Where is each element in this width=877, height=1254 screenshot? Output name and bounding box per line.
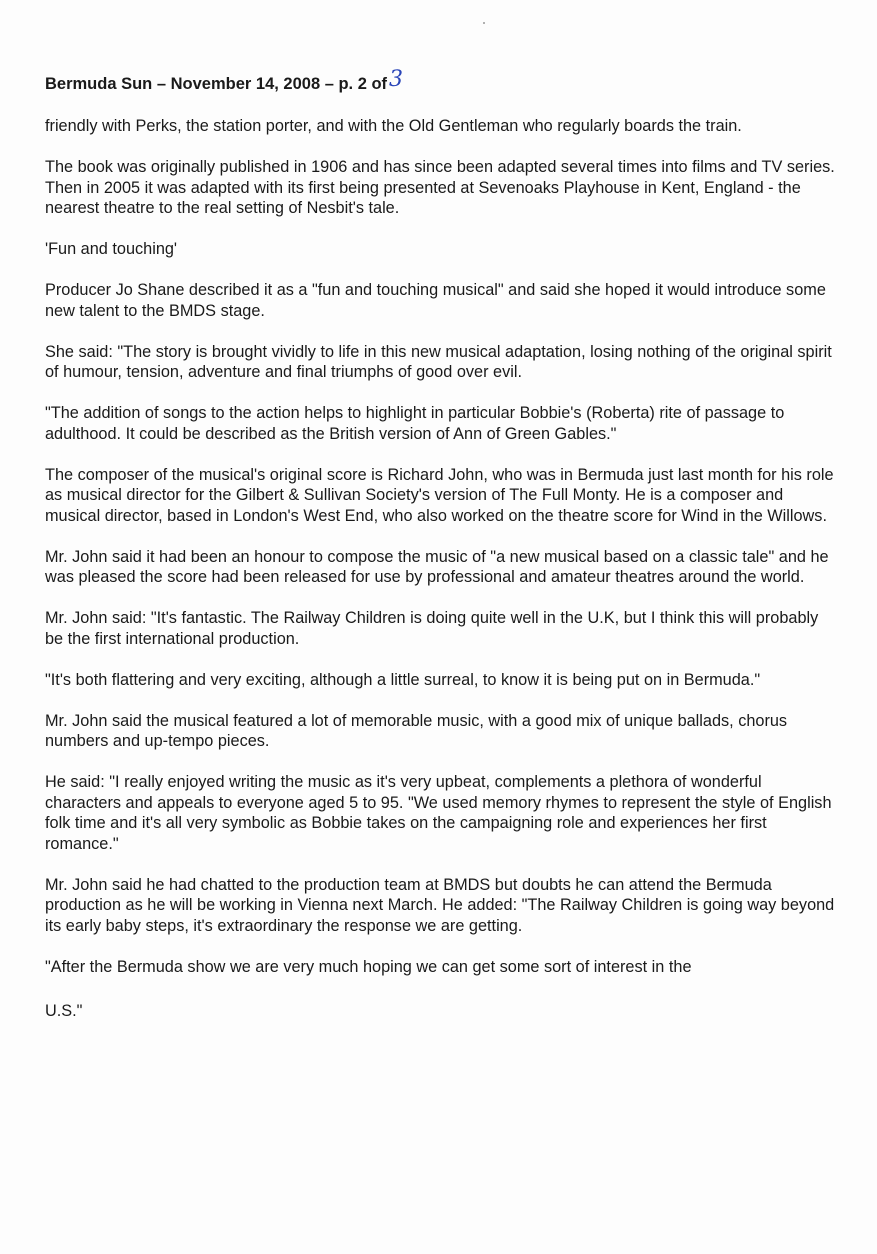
paragraph: "It's both flattering and very exciting, although a little surreal, to know it is being put on in Bermuda." (45, 670, 761, 689)
handwritten-page-total: 3 (389, 67, 404, 92)
paragraph: friendly with Perks, the station porter, and with the Old Gentleman who regularly boards the train. (45, 117, 742, 135)
paragraph: "After the Bermuda show we are very much hoping we can get some sort of interest in the (45, 957, 692, 976)
paragraph: U.S." (45, 1002, 83, 1020)
page-header (45, 67, 404, 95)
paragraph: Mr. John said he had chatted to the production team at BMDS but doubts he can attend the Bermuda production as he will be working in Vienna next March. He added: "The Railway Children is going way beyond its early baby steps, it's extraordinary the response we are getting. (45, 875, 835, 935)
paragraph: The book was originally published in 1906 and has since been adapted several times into films and TV series. Then in 2005 it was adapted with its first being presented at Sevenoaks Playhouse in Kent, England - the nearest theatre to the real setting of Nesbit's tale. (45, 158, 835, 217)
paragraph: Mr. John said it had been an honour to compose the music of "a new musical based on a classic tale" and he was pleased the score had been released for use by professional and amateur theatres around the world. (45, 547, 829, 586)
paragraph: The composer of the musical's original score is Richard John, who was in Bermuda just last month for his role as musical director for the Gilbert & Sullivan Society's version of The Full Monty. He is a composer and musical director, based in London's West End, who also worked on the theatre score for Wind in the Willows. (45, 465, 834, 525)
paragraph: Mr. John said the musical featured a lot of memorable music, with a good mix of unique ballads, chorus numbers and up-tempo pieces. (45, 711, 788, 750)
subheading: 'Fun and touching' (45, 240, 178, 258)
paragraph: Mr. John said: "It's fantastic. The Railway Children is doing quite well in the U.K, but I think this will probably be the first international production. (45, 609, 819, 648)
scan-speck (483, 22, 485, 24)
article-body (45, 116, 835, 1042)
paragraph: Producer Jo Shane described it as a "fun and touching musical" and said she hoped it would introduce some new talent to the BMDS stage. (45, 281, 826, 320)
paragraph: She said: "The story is brought vividly to life in this new musical adaptation, losing nothing of the original spirit of humour, tension, adventure and final triumphs of good over evil. (45, 342, 832, 381)
paragraph: "The addition of songs to the action helps to highlight in particular Bobbie's (Roberta) rite of passage to adulthood. It could be described as the British version of Ann of Green Gables." (45, 404, 785, 443)
header-title: Bermuda Sun – November 14, 2008 – p. 2 of (45, 75, 388, 93)
paragraph: He said: "I really enjoyed writing the music as it's very upbeat, complements a plethora of wonderful characters and appeals to everyone aged 5 to 95. "We used memory rhymes to represent the style of English folk time and it's all very symbolic as Bobbie takes on the campaigning role and experiences her first romance." (45, 773, 832, 853)
